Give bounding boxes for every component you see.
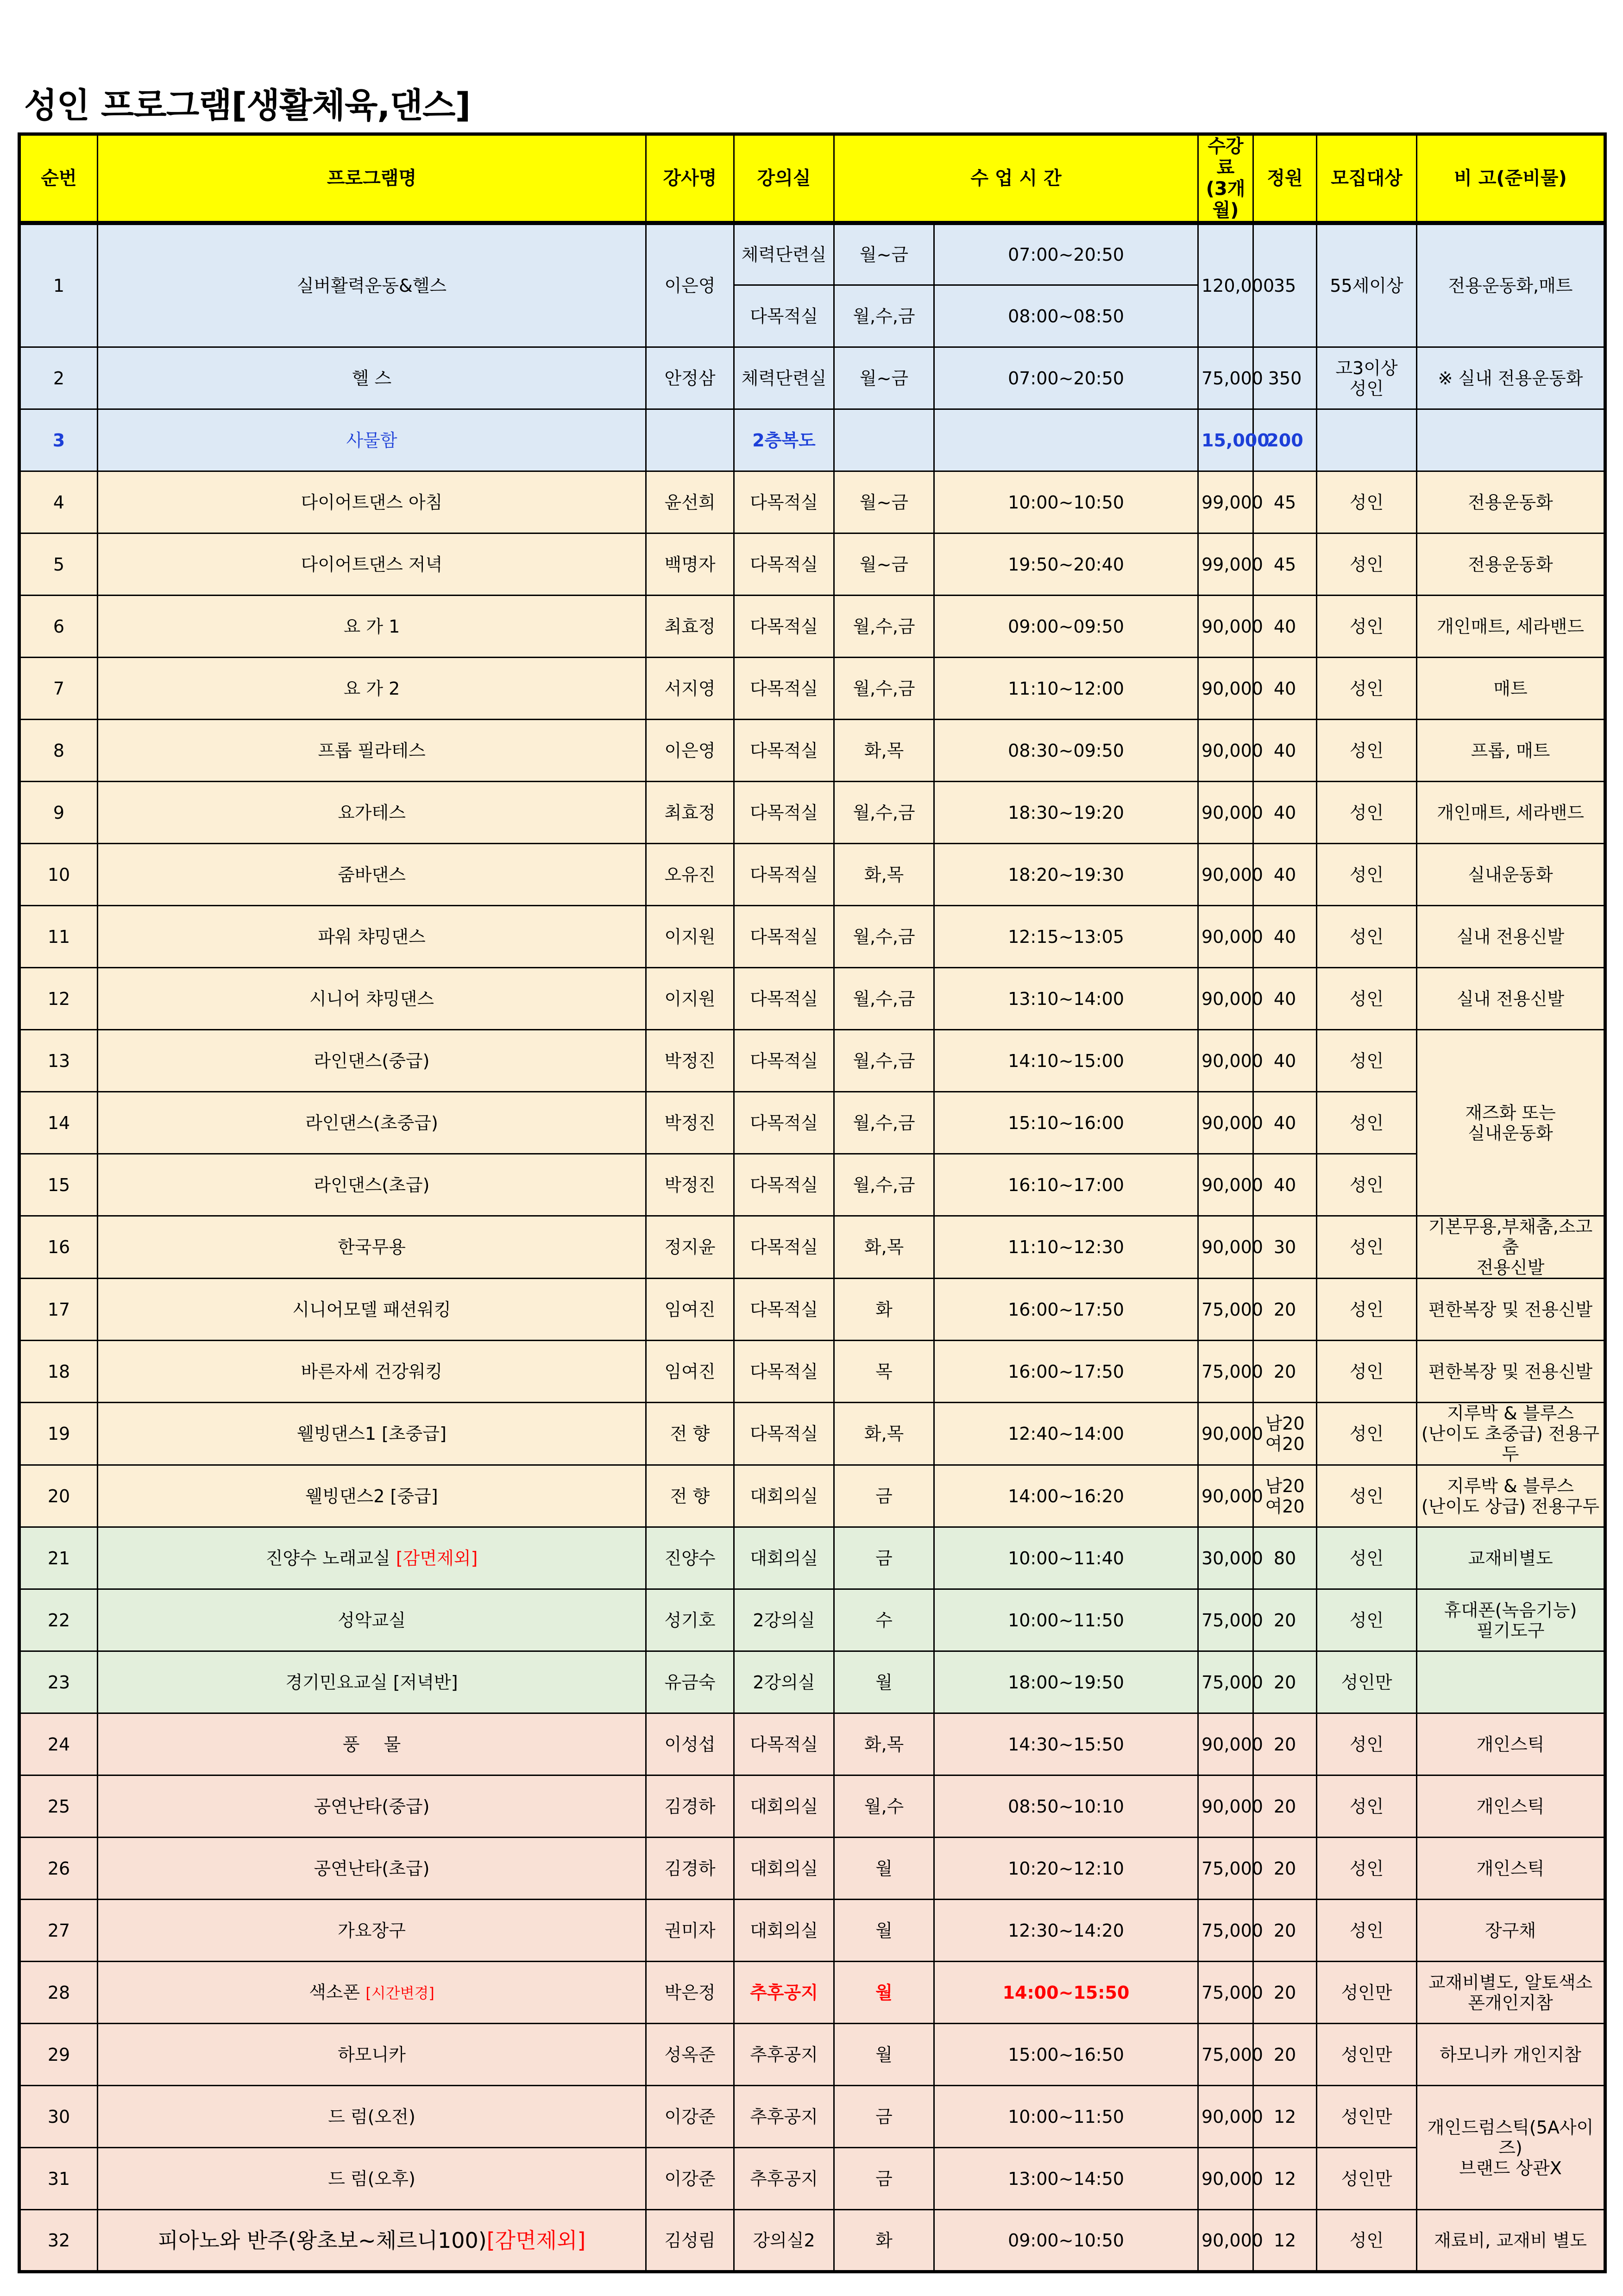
table-row: 30 드 럼(오전) 이강준 추후공지 금 10:00~11:50 90,000 12 성인만 개인드럼스틱(5A사이즈) 브랜드 상관X — [19, 2086, 1605, 2148]
table-row: 21 진양수 노래교실 [감면제외] 진양수 대회의실 금 10:00~11:40 30,000 80 성인 교재비별도 — [19, 1527, 1605, 1589]
table-row: 9 요가테스 최효정 다목적실 월,수,금 18:30~19:20 90,000 40 성인 개인매트, 세라밴드 — [19, 782, 1605, 844]
table-row: 7 요 가 2 서지영 다목적실 월,수,금 11:10~12:00 90,000 40 성인 매트 — [19, 658, 1605, 720]
header-instructor: 강사명 — [646, 134, 734, 223]
table-row: 31 드 럼(오후) 이강준 추후공지 금 13:00~14:50 90,000 12 성인만 — [19, 2148, 1605, 2210]
table-row: 11 파워 챠밍댄스 이지원 다목적실 월,수,금 12:15~13:05 90,000 40 성인 실내 전용신발 — [19, 906, 1605, 968]
header-capacity: 정원 — [1253, 134, 1317, 223]
table-header-row — [19, 134, 1605, 223]
table-row: 6 요 가 1 최효정 다목적실 월,수,금 09:00~09:50 90,000 40 성인 개인매트, 세라밴드 — [19, 596, 1605, 658]
table-row: 24 풍 물 이성섭 다목적실 화,목 14:30~15:50 90,000 20 성인 개인스틱 — [19, 1713, 1605, 1775]
table-row: 22 성악교실 성기호 2강의실 수 10:00~11:50 75,000 20 성인 휴대폰(녹음기능) 필기도구 — [19, 1589, 1605, 1651]
table-row: 12 시니어 챠밍댄스 이지원 다목적실 월,수,금 13:10~14:00 90,000 40 성인 실내 전용신발 — [19, 968, 1605, 1030]
table-row: 10 줌바댄스 오유진 다목적실 화,목 18:20~19:30 90,000 40 성인 실내운동화 — [19, 844, 1605, 906]
table-row: 1 실버활력운동&헬스 이은영 체력단련실 월~금 07:00~20:50 120,000 35 55세이상 전용운동화,매트 — [19, 223, 1605, 285]
table-row: 20 웰빙댄스2 [중급] 전 향 대회의실 금 14:00~16:20 90,000 남20 여20 성인 지루박 & 블루스 (난이도 상급) 전용구두 — [19, 1465, 1605, 1527]
table-row: 3 사물함 2층복도 15,000 200 — [19, 409, 1605, 471]
program-table — [18, 132, 1607, 2273]
header-no: 순번 — [19, 134, 98, 223]
header-program: 프로그램명 — [98, 134, 646, 223]
table-subrow: 다목적실 월,수,금 08:00~08:50 — [19, 285, 1605, 347]
header-fee: 수강료 (3개월) — [1198, 134, 1253, 223]
table-row: 32 피아노와 반주(왕초보~체르니100)[감면제외] 김성림 강의실2 화 09:00~10:50 90,000 12 성인 재료비, 교재비 별도 — [19, 2210, 1605, 2272]
page-title: 성인 프로그램[생활체육,댄스] — [24, 86, 471, 125]
table-row: 15 라인댄스(초급) 박정진 다목적실 월,수,금 16:10~17:00 90,000 40 성인 — [19, 1154, 1605, 1216]
table-row: 17 시니어모델 패션워킹 임여진 다목적실 화 16:00~17:50 75,000 20 성인 편한복장 및 전용신발 — [19, 1279, 1605, 1341]
table-row: 26 공연난타(초급) 김경하 대회의실 월 10:20~12:10 75,000 20 성인 개인스틱 — [19, 1838, 1605, 1900]
header-room: 강의실 — [734, 134, 834, 223]
table-row: 5 다이어트댄스 저녁 백명자 다목적실 월~금 19:50~20:40 99,000 45 성인 전용운동화 — [19, 533, 1605, 596]
table-row: 14 라인댄스(초중급) 박정진 다목적실 월,수,금 15:10~16:00 90,000 40 성인 — [19, 1092, 1605, 1154]
table-row: 23 경기민요교실 [저녁반] 유금숙 2강의실 월 18:00~19:50 75,000 20 성인만 — [19, 1651, 1605, 1713]
table-row: 29 하모니카 성옥준 추후공지 월 15:00~16:50 75,000 20 성인만 하모니카 개인지참 — [19, 2024, 1605, 2086]
table-row: 13 라인댄스(중급) 박정진 다목적실 월,수,금 14:10~15:00 90,000 40 성인 재즈화 또는 실내운동화 — [19, 1030, 1605, 1092]
table-row: 25 공연난타(중급) 김경하 대회의실 월,수 08:50~10:10 90,000 20 성인 개인스틱 — [19, 1775, 1605, 1838]
header-target: 모집대상 — [1317, 134, 1417, 223]
table-row: 4 다이어트댄스 아침 윤선희 다목적실 월~금 10:00~10:50 99,000 45 성인 전용운동화 — [19, 471, 1605, 533]
table-row: 8 프롭 필라테스 이은영 다목적실 화,목 08:30~09:50 90,000 40 성인 프롭, 매트 — [19, 720, 1605, 782]
table-row: 28 색소폰 [시간변경] 박은정 추후공지 월 14:00~15:50 75,000 20 성인만 교재비별도, 알토색소폰개인지참 — [19, 1962, 1605, 2024]
table-row: 16 한국무용 정지윤 다목적실 화,목 11:10~12:30 90,000 30 성인 기본무용,부채춤,소고춤 전용신발 — [19, 1216, 1605, 1279]
table-row: 18 바른자세 건강워킹 임여진 다목적실 목 16:00~17:50 75,000 20 성인 편한복장 및 전용신발 — [19, 1341, 1605, 1403]
table-row: 19 웰빙댄스1 [초중급] 전 향 다목적실 화,목 12:40~14:00 90,000 남20 여20 성인 지루박 & 블루스 (난이도 초중급) 전용구두 — [19, 1403, 1605, 1465]
table-row: 2 헬 스 안정삼 체력단련실 월~금 07:00~20:50 75,000 350 고3이상 성인 ※ 실내 전용운동화 — [19, 347, 1605, 409]
header-schedule: 수 업 시 간 — [834, 134, 1198, 223]
table-row: 27 가요장구 권미자 대회의실 월 12:30~14:20 75,000 20 성인 장구채 — [19, 1900, 1605, 1962]
header-note: 비 고(준비물) — [1417, 134, 1605, 223]
